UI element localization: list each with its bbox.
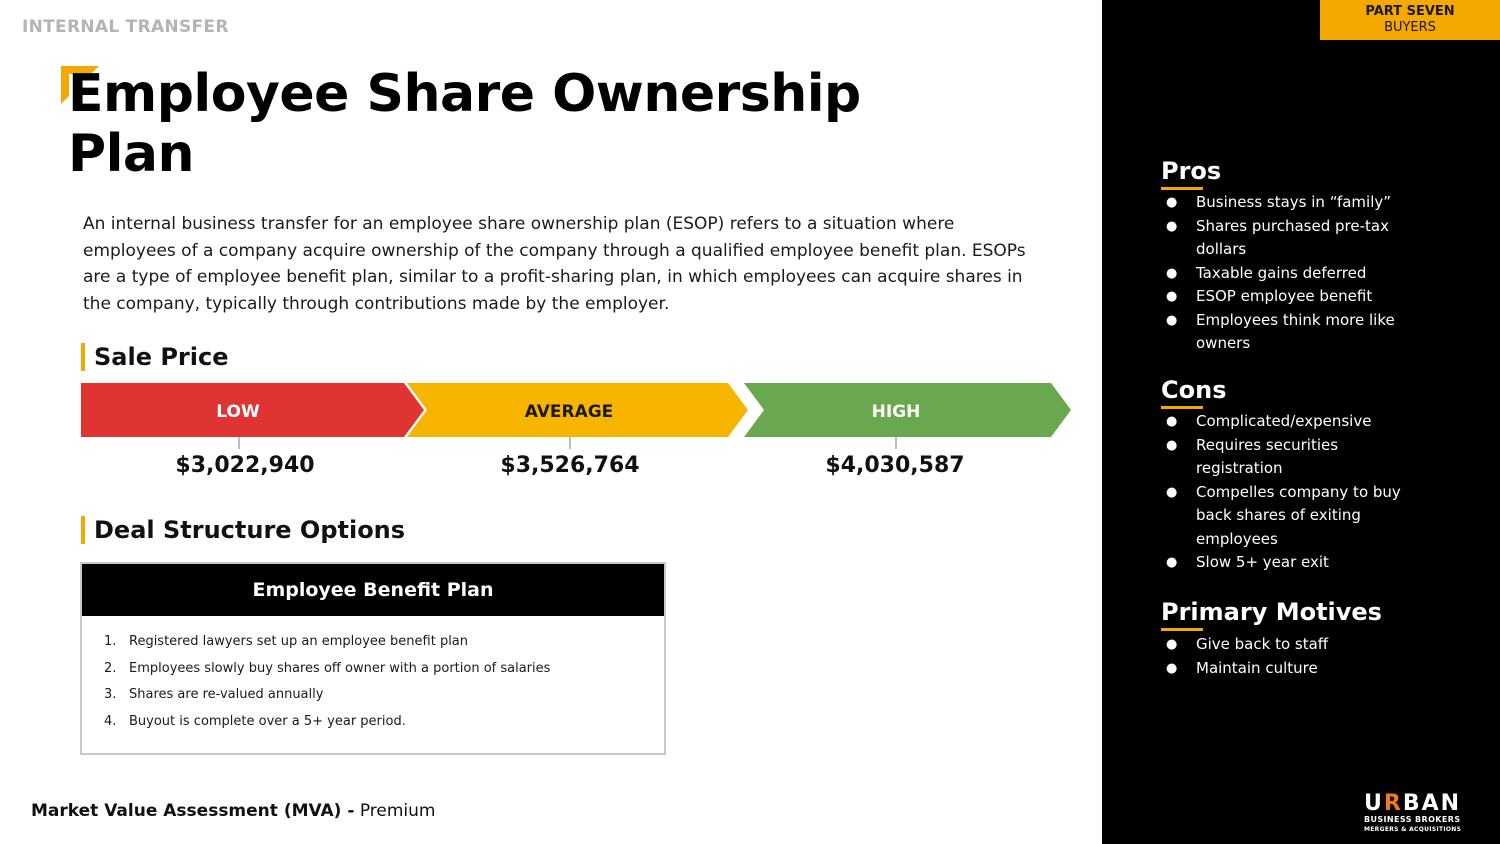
pros-list xyxy=(1166,191,1416,356)
plan-step xyxy=(104,682,664,709)
plan-card xyxy=(80,562,666,755)
list-item xyxy=(1166,434,1416,481)
list-item xyxy=(1166,657,1416,681)
part-tab-title: PART SEVEN xyxy=(1365,4,1455,19)
step-number: 3. xyxy=(104,687,117,702)
part-tab xyxy=(1320,0,1500,40)
list-item xyxy=(1166,309,1416,356)
logo-wordmark xyxy=(1364,793,1476,815)
plan-step xyxy=(104,629,664,656)
item-text: Give back to staff xyxy=(1196,635,1329,653)
pros-heading-text: Pros xyxy=(1161,157,1222,185)
item-text: Compelles company to buy back shares of exiting employees xyxy=(1196,482,1401,548)
plan-steps xyxy=(82,616,664,735)
footer-mva xyxy=(31,801,435,821)
step-text: Registered lawyers set up an employee benefit plan xyxy=(129,634,469,649)
step-text: Shares are re-valued annually xyxy=(129,687,324,702)
item-text: Employees think more like owners xyxy=(1196,310,1395,352)
bullet-icon: ● xyxy=(1166,312,1178,328)
bullet-icon: ● xyxy=(1166,195,1178,210)
item-text: Requires securities registration xyxy=(1196,435,1339,477)
item-text: Shares purchased pre-tax dollars xyxy=(1196,216,1389,258)
cons-heading-text: Cons xyxy=(1161,376,1227,404)
bullet-icon: ● xyxy=(1166,437,1178,453)
bullet-icon: ● xyxy=(1166,660,1178,676)
list-item xyxy=(1166,191,1416,215)
pros-underline xyxy=(1161,187,1203,190)
step-text: Buyout is complete over a 5+ year period. xyxy=(129,713,406,729)
logo-letter-r: R xyxy=(1383,791,1403,816)
bullet-icon: ● xyxy=(1166,218,1178,234)
list-item xyxy=(1166,262,1416,286)
item-text: Slow 5+ year exit xyxy=(1196,553,1329,571)
bullet-icon: ● xyxy=(1166,484,1178,500)
bullet-icon: ● xyxy=(1166,265,1178,281)
price-average: $3,526,764 xyxy=(500,453,640,478)
price-high: $4,030,587 xyxy=(825,453,965,478)
bullet-icon: ● xyxy=(1166,414,1178,429)
part-tab-subtitle: BUYERS xyxy=(1384,20,1436,35)
bullet-icon: ● xyxy=(1166,289,1178,304)
plan-step xyxy=(104,709,664,736)
item-text: Business stays in “family” xyxy=(1196,193,1392,211)
list-item xyxy=(1166,410,1416,434)
tick-average xyxy=(569,437,571,449)
plan-step xyxy=(104,656,664,683)
item-text: ESOP employee benefit xyxy=(1196,287,1373,305)
tier-low-label: LOW xyxy=(216,402,260,422)
bullet-icon: ● xyxy=(1166,637,1178,652)
item-text: Complicated/expensive xyxy=(1196,412,1372,430)
list-item xyxy=(1166,285,1416,309)
list-item xyxy=(1166,551,1416,575)
item-text: Taxable gains deferred xyxy=(1196,263,1367,282)
footer-value: Premium xyxy=(359,801,436,821)
intro-paragraph: An internal business transfer for an employee share ownership plan (ESOP) refers to a situation where employees of a company acquire ownership of the company through a qualified employee benefit plan. ESOPs are a type of employee benefit plan, similar to a profit-sharing plan, in which employees can acquire shares in the company, typically through contributions made by the employer. xyxy=(83,214,1026,314)
step-text: Employees slowly buy shares off owner with a portion of salaries xyxy=(129,660,551,676)
logo-tagline: BUSINESS BROKERS xyxy=(1364,815,1461,824)
motives-heading-text: Primary Motives xyxy=(1161,598,1382,626)
tier-high-label: HIGH xyxy=(871,402,921,422)
list-item xyxy=(1166,633,1416,657)
item-text: Maintain culture xyxy=(1196,658,1318,677)
sale-price-heading: Sale Price xyxy=(81,343,229,371)
price-low: $3,022,940 xyxy=(175,453,315,478)
cons-heading xyxy=(1161,375,1226,409)
deal-structure-heading: Deal Structure Options xyxy=(81,516,405,544)
brand-logo xyxy=(1364,793,1476,834)
step-number: 2. xyxy=(104,660,117,676)
motives-heading xyxy=(1161,597,1382,631)
footer-label: Market Value Assessment (MVA) - xyxy=(31,801,355,821)
logo-letter-u: U xyxy=(1364,791,1384,816)
logo-letters-ban: BAN xyxy=(1402,791,1462,816)
price-strip xyxy=(81,383,1076,439)
tick-low xyxy=(238,437,240,449)
bullet-icon: ● xyxy=(1166,555,1178,570)
logo-subtagline: MERGERS & ACQUISITIONS xyxy=(1364,826,1462,833)
motives-list xyxy=(1166,633,1416,680)
section-tag: INTERNAL TRANSFER xyxy=(22,17,229,37)
step-number: 1. xyxy=(104,634,117,649)
list-item xyxy=(1166,215,1416,262)
motives-underline xyxy=(1161,628,1203,631)
cons-list xyxy=(1166,410,1416,575)
pros-heading xyxy=(1161,156,1221,190)
sidebar xyxy=(1102,0,1500,844)
step-number: 4. xyxy=(104,713,117,729)
list-item xyxy=(1166,481,1416,552)
plan-title: Employee Benefit Plan xyxy=(82,564,664,616)
cons-underline xyxy=(1161,406,1203,409)
tier-average-label: AVERAGE xyxy=(524,402,614,422)
tick-high xyxy=(895,437,897,449)
page-title: Employee Share Ownership Plan xyxy=(68,64,861,184)
